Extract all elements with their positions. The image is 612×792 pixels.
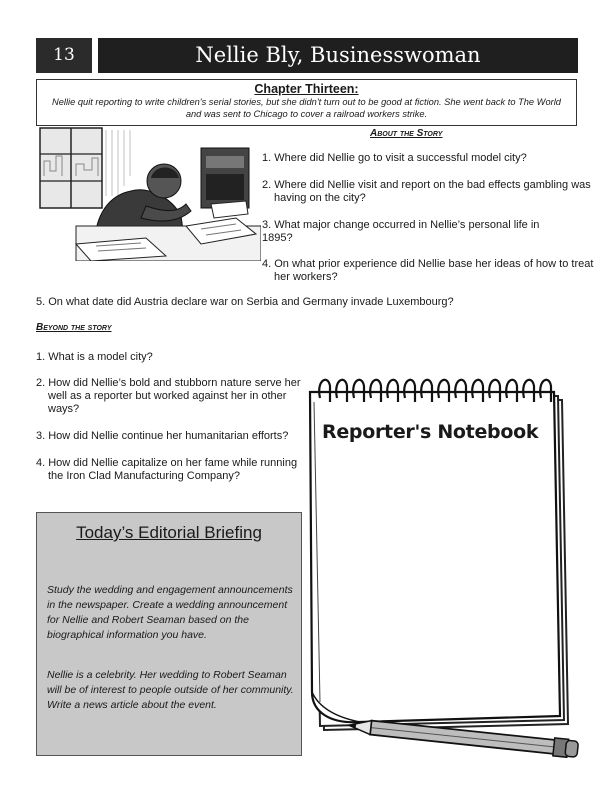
- about-question-1: 1. Where did Nellie go to visit a successful model city?: [262, 152, 527, 164]
- about-question-3: 3. What major change occurred in Nellie’s personal life in 1895?: [262, 219, 540, 244]
- editorial-briefing-paragraph-2: Nellie is a celebrity. Her wedding to Robert Seaman will be of interest to people outside of her community. Write a news article about the event.: [47, 669, 294, 711]
- chapter-summary: Nellie quit reporting to write children's serial stories, but she didn't turn out to be good at fiction. She went back to The World and was sent to Chicago to cover a railroad workers strike.: [52, 97, 561, 119]
- editorial-briefing-title: Today’s Editorial Briefing: [76, 523, 262, 542]
- beyond-question-2: 2. How did Nellie’s bold and stubborn nature serve her well as a reporter but worked against her in other ways?: [36, 377, 301, 415]
- about-question-2: 2. Where did Nellie visit and report on the bad effects gambling was having on the city?: [262, 179, 591, 204]
- about-question-5: 5. On what date did Austria declare war on Serbia and Germany invade Luxembourg?: [36, 296, 454, 308]
- page-title: Nellie Bly, Businesswoman: [98, 38, 578, 73]
- reading-woman-illustration: [36, 126, 261, 261]
- about-question-4: 4. On what prior experience did Nellie base her ideas of how to treat her workers?: [262, 258, 594, 283]
- editorial-briefing-paragraph-1: Study the wedding and engagement announcements in the newspaper. Create a wedding announcement for Nellie and Robert Seaman based on the biographical information you have.: [47, 584, 293, 641]
- beyond-the-story-heading: Beyond the story: [36, 322, 112, 333]
- beyond-question-1: 1. What is a model city?: [36, 351, 153, 363]
- about-the-story-heading: About the Story: [370, 128, 443, 139]
- editorial-briefing-box: [36, 512, 302, 756]
- beyond-question-3: 3. How did Nellie continue her humanitarian efforts?: [36, 430, 289, 442]
- reporters-notebook-title: Reporter's Notebook: [322, 421, 539, 443]
- beyond-question-4: 4. How did Nellie capitalize on her fame while running the Iron Clad Manufacturing Company?: [36, 457, 298, 482]
- page-number: 13: [36, 38, 92, 73]
- chapter-summary-box: [36, 79, 577, 126]
- chapter-title: Chapter Thirteen:: [254, 82, 359, 96]
